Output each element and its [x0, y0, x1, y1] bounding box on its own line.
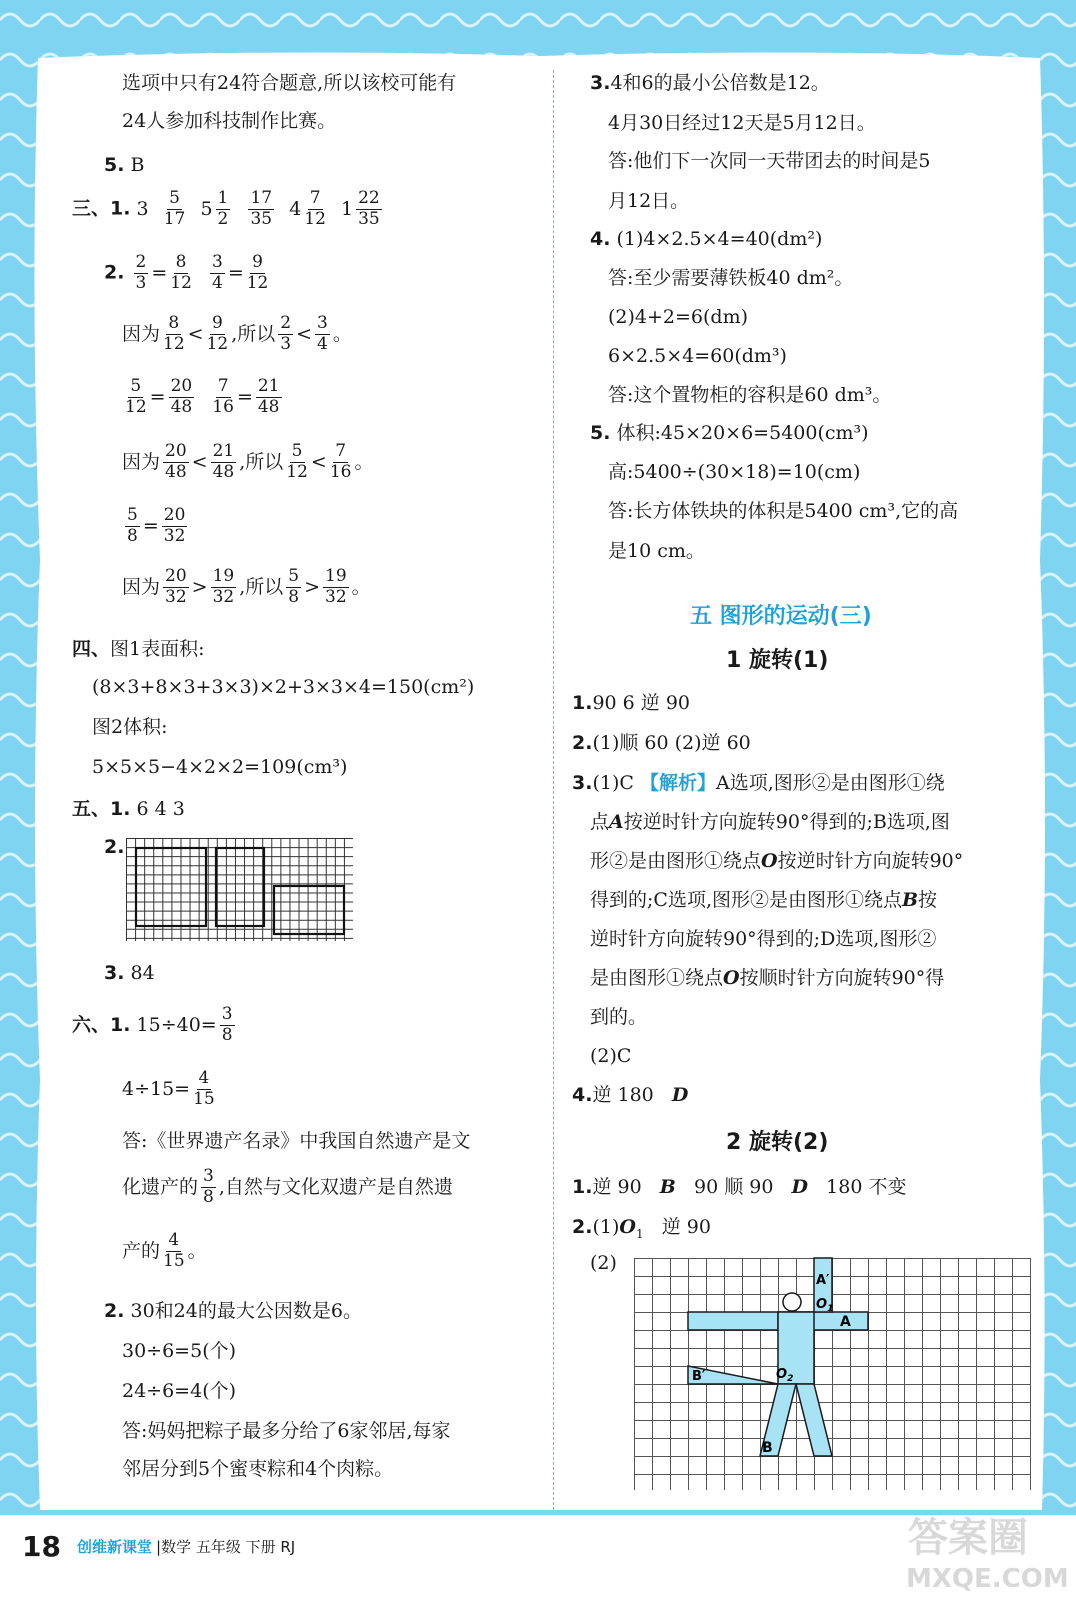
section-label: 五、 [72, 798, 111, 820]
text-line: 答:《世界遗产名录》中我国自然遗产是文 [122, 1130, 471, 1152]
label-a: A [840, 1314, 851, 1330]
page-footer [22, 1530, 295, 1563]
text-line: 产的 $\frac{4}{15}$ 。 [122, 1230, 207, 1271]
subsection-title: 1 旋转(1) [726, 648, 829, 673]
text-line: 4月30日经过12天是5月12日。 [608, 112, 876, 134]
value: 3 [136, 197, 149, 220]
text-line: 5×5×5−4×2×2=109(cm³) [92, 756, 348, 778]
text-line: 30÷6=5(个) [122, 1340, 237, 1362]
section-3-q1 [72, 190, 385, 229]
section-title: 五 图形的运动(三) [690, 604, 872, 629]
section-6-q1: 六、1. 15÷40= $\frac{3}{8}$ [72, 1004, 233, 1045]
text-line: 4. (1)4×2.5×4=40(dm²) [590, 228, 823, 250]
text-line: 点A按逆时针方向旋转90°得到的;B选项,图 [590, 811, 950, 833]
section-4-line: 四、图1表面积: [72, 638, 205, 660]
answer-line: 4.逆 180 D [572, 1084, 689, 1106]
section-label: 三、 [72, 197, 111, 220]
text-line: 图2体积: [92, 716, 168, 738]
part-label: (2) [590, 1252, 617, 1274]
text-line: (2)C [590, 1045, 632, 1067]
text-line: 选项中只有24符合题意,所以该校可能有 [122, 72, 457, 94]
compare-line: 因为 $\frac{20}{48}$ < $\frac{21}{48}$ ,所以 $\frac{5}{12}$ < $\frac{7}{16}$ 。 [122, 441, 374, 482]
label-b: B [762, 1440, 773, 1456]
text-line: 是由图形①绕点O按顺时针方向旋转90°得 [590, 967, 945, 989]
shape-arm-left [688, 1312, 778, 1330]
text-line: 6×2.5×4=60(dm³) [608, 345, 787, 367]
label-b-prime: B′ [692, 1369, 706, 1384]
answer-line: 3.(1)C 【解析】A选项,图形②是由图形①绕 [572, 772, 945, 794]
answer-line: 2.(1)顺 60 (2)逆 60 [572, 732, 751, 754]
q-num: 5. [104, 154, 125, 176]
answer-line: $2.(1)O_1$ 逆 90 [572, 1216, 711, 1241]
section-5-q1: 五、1. 6 4 3 [72, 798, 185, 820]
text-line: 化遗产的 $\frac{3}{8}$ ,自然与文化双遗产是自然遗 [122, 1166, 453, 1207]
text-line: 答:这个置物柜的容积是60 dm³。 [608, 384, 892, 406]
equation-line: $\frac{5}{8}$ = $\frac{20}{32}$ [127, 505, 186, 546]
fraction: $\frac{5}{17}$ [163, 188, 186, 229]
text-line: 5. 体积:45×20×6=5400(cm³) [590, 422, 869, 444]
label-a-prime: A′ [816, 1273, 830, 1288]
section-3-q2: 2. $\frac{2}{3}$ = $\frac{8}{12}$ $\frac{3}{4}$ = $\frac{9}{12}$ [104, 252, 269, 293]
fraction: $\frac{7}{12}$ [304, 188, 326, 229]
text-line: 月12日。 [608, 190, 690, 212]
value: 5 [200, 197, 213, 220]
value: 4 [289, 197, 302, 220]
text-line: 高:5400÷(30×18)=10(cm) [608, 461, 861, 483]
equation-line: $\frac{5}{12}$ = $\frac{20}{48}$ $\frac{7}{16}$ = $\frac{21}{48}$ [125, 376, 280, 417]
fraction: $\frac{1}{2}$ [217, 188, 229, 229]
svg-text:MXQE.COM: MXQE.COM [906, 1564, 1069, 1594]
text-line: 逆时针方向旋转90°得到的;D选项,图形② [590, 928, 937, 950]
page-number: 18 [22, 1530, 61, 1563]
q-num: 2. [104, 261, 125, 284]
compare-line: 因为 $\frac{8}{12}$ < $\frac{9}{12}$ ,所以 $\frac{2}{3}$ < $\frac{3}{4}$ 。 [122, 313, 352, 354]
text-line: 答:妈妈把粽子最多分给了6家邻居,每家 [122, 1420, 451, 1442]
grid-outline [216, 848, 264, 926]
brand-name: 创维新课堂 [77, 1538, 153, 1556]
column-divider [553, 70, 554, 1510]
text-line: 24÷6=4(个) [122, 1380, 237, 1402]
analysis-tag: 【解析】 [639, 772, 716, 794]
compare-line: 因为 $\frac{20}{32}$ > $\frac{19}{32}$ ,所以 $\frac{5}{8}$ > $\frac{19}{32}$ 。 [122, 566, 371, 607]
q-num: 1. [110, 197, 131, 220]
grid-figure [126, 838, 354, 942]
text-line: 24人参加科技制作比赛。 [122, 110, 337, 132]
text-line: 2. 30和24的最大公因数是6。 [104, 1300, 362, 1322]
q-num: 2. [104, 836, 125, 858]
equation-line: 4÷15= $\frac{4}{15}$ [122, 1068, 215, 1109]
section-label: 四、 [72, 638, 111, 660]
answer-5 [104, 154, 144, 177]
rotation-figure [634, 1258, 1030, 1490]
answer: B [130, 154, 145, 176]
answer-line: 1.逆 90 B 90 顺 90 D 180 不变 [572, 1176, 907, 1198]
subsection-title: 2 旋转(2) [726, 1130, 829, 1155]
text-line: 得到的;C选项,图形②是由图形①绕点B按 [590, 889, 938, 911]
grid-outline [136, 848, 206, 926]
label-o2: $O_2$ [776, 1367, 794, 1384]
answer-5-3: 3. 84 [104, 962, 155, 984]
text-line: 形②是由图形①绕点O按逆时针方向旋转90° [590, 850, 964, 872]
text-line: 邻居分到5个蜜枣粽和4个肉粽。 [122, 1458, 394, 1480]
section-label: 六、 [72, 1013, 111, 1036]
book-info: |数学 五年级 下册 RJ [156, 1538, 296, 1556]
text-line: 答:至少需要薄铁板40 dm²。 [608, 267, 854, 289]
fraction: $\frac{22}{35}$ [358, 188, 380, 229]
text-line: (8×3+8×3+3×3)×2+3×3×4=150(cm²) [92, 676, 475, 698]
fraction: $\frac{17}{35}$ [250, 188, 273, 229]
text-line: 答:他们下一次同一天带团去的时间是5 [608, 150, 931, 172]
label-o1: $O_1$ [816, 1297, 834, 1314]
value: 1 [341, 197, 354, 220]
text-line: (2)4+2=6(dm) [608, 306, 749, 328]
text-line: 答:长方体铁块的体积是5400 cm³,它的高 [608, 500, 959, 522]
answer-line: 1.90 6 逆 90 [572, 692, 691, 714]
text-line: 是10 cm。 [608, 540, 705, 562]
svg-text:答案圈: 答案圈 [908, 1515, 1028, 1561]
shape-head [783, 1293, 801, 1311]
text-line: 到的。 [590, 1006, 648, 1028]
text-line: 3.4和6的最小公倍数是12。 [590, 72, 830, 94]
watermark-logo [900, 1505, 1069, 1595]
